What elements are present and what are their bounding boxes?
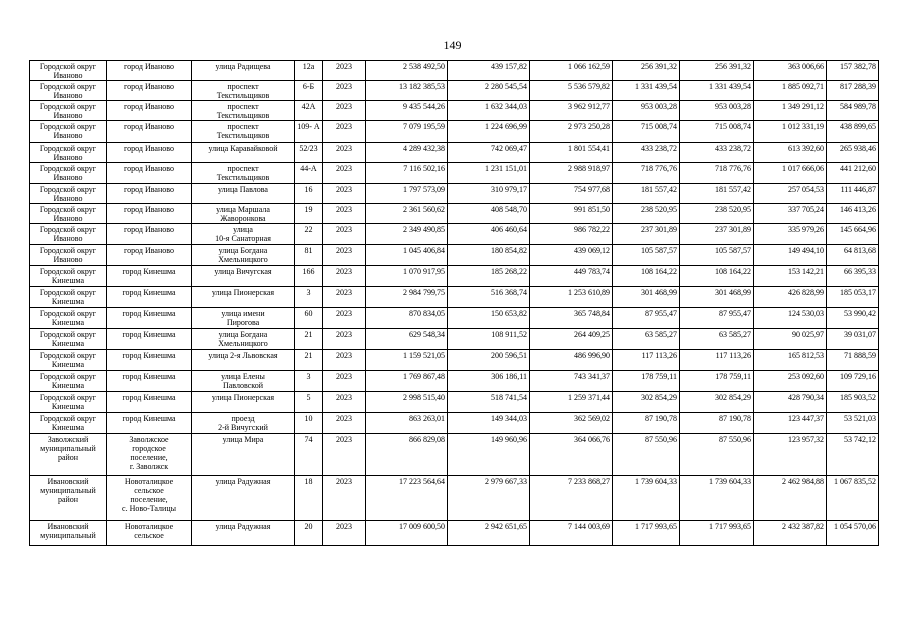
- house-number-cell: 20: [295, 521, 323, 546]
- amount-cell-4: 87 550,96: [680, 434, 754, 476]
- table-row: [30, 61, 879, 81]
- settlement-cell: Заволжское городское поселение, г. Заволжск: [107, 434, 192, 476]
- street-cell: проспект Текстильщиков: [192, 81, 295, 101]
- amount-cell-1: 742 069,47: [448, 143, 530, 163]
- municipality-cell: Городской округ Иваново: [30, 121, 107, 143]
- amount-cell-2: 7 144 003,69: [530, 521, 613, 546]
- amount-cell-5: 428 790,34: [754, 392, 827, 413]
- total-cost-cell: 2 998 515,40: [366, 392, 448, 413]
- amount-cell-6: 145 664,96: [827, 224, 879, 245]
- municipality-cell: Ивановский муниципальный: [30, 521, 107, 546]
- house-number-cell: 44-А: [295, 163, 323, 184]
- amount-cell-1: 200 596,51: [448, 350, 530, 371]
- amount-cell-1: 149 344,03: [448, 413, 530, 434]
- total-cost-cell: 1 769 867,48: [366, 371, 448, 392]
- amount-cell-6: 146 413,26: [827, 204, 879, 224]
- amount-cell-4: 63 585,27: [680, 329, 754, 350]
- amount-cell-1: 439 157,82: [448, 61, 530, 81]
- amount-cell-6: 71 888,59: [827, 350, 879, 371]
- amount-cell-1: 310 979,17: [448, 184, 530, 204]
- amount-cell-4: 302 854,29: [680, 392, 754, 413]
- house-number-cell: 74: [295, 434, 323, 476]
- municipality-cell: Городской округ Кинешма: [30, 308, 107, 329]
- year-cell: 2023: [323, 245, 366, 266]
- settlement-cell: город Иваново: [107, 143, 192, 163]
- municipality-cell: Городской округ Иваново: [30, 61, 107, 81]
- street-cell: улица Радужная: [192, 521, 295, 546]
- amount-cell-1: 516 368,74: [448, 287, 530, 308]
- municipality-cell: Городской округ Кинешма: [30, 266, 107, 287]
- settlement-cell: город Иваново: [107, 81, 192, 101]
- table-row: [30, 329, 879, 350]
- amount-cell-3: 1 717 993,65: [613, 521, 680, 546]
- amount-cell-2: 743 341,37: [530, 371, 613, 392]
- amount-cell-6: 584 989,78: [827, 101, 879, 121]
- street-cell: улица Павлова: [192, 184, 295, 204]
- amount-cell-3: 63 585,27: [613, 329, 680, 350]
- total-cost-cell: 863 263,01: [366, 413, 448, 434]
- settlement-cell: город Иваново: [107, 204, 192, 224]
- street-cell: улица Радищева: [192, 61, 295, 81]
- amount-cell-1: 406 460,64: [448, 224, 530, 245]
- house-number-cell: 6-Б: [295, 81, 323, 101]
- house-number-cell: 21: [295, 329, 323, 350]
- amount-cell-1: 185 268,22: [448, 266, 530, 287]
- amount-cell-4: 105 587,57: [680, 245, 754, 266]
- amount-cell-2: 264 409,25: [530, 329, 613, 350]
- municipality-cell: Городской округ Кинешма: [30, 329, 107, 350]
- year-cell: 2023: [323, 81, 366, 101]
- amount-cell-6: 53 521,03: [827, 413, 879, 434]
- amount-cell-2: 1 066 162,59: [530, 61, 613, 81]
- amount-cell-4: 715 008,74: [680, 121, 754, 143]
- amount-cell-5: 1 017 666,06: [754, 163, 827, 184]
- street-cell: улица Богдана Хмельницкого: [192, 329, 295, 350]
- year-cell: 2023: [323, 143, 366, 163]
- total-cost-cell: 870 834,05: [366, 308, 448, 329]
- house-number-cell: 16: [295, 184, 323, 204]
- amount-cell-6: 53 742,12: [827, 434, 879, 476]
- amount-cell-2: 5 536 579,82: [530, 81, 613, 101]
- amount-cell-6: 53 990,42: [827, 308, 879, 329]
- amount-cell-3: 301 468,99: [613, 287, 680, 308]
- amount-cell-2: 2 988 918,97: [530, 163, 613, 184]
- municipality-cell: Городской округ Кинешма: [30, 287, 107, 308]
- amount-cell-5: 123 447,37: [754, 413, 827, 434]
- total-cost-cell: 7 079 195,59: [366, 121, 448, 143]
- house-number-cell: 12а: [295, 61, 323, 81]
- amount-cell-4: 238 520,95: [680, 204, 754, 224]
- year-cell: 2023: [323, 163, 366, 184]
- amount-cell-5: 90 025,97: [754, 329, 827, 350]
- amount-cell-5: 363 006,66: [754, 61, 827, 81]
- street-cell: улица Мира: [192, 434, 295, 476]
- amount-cell-2: 754 977,68: [530, 184, 613, 204]
- amount-cell-4: 237 301,89: [680, 224, 754, 245]
- amount-cell-3: 87 550,96: [613, 434, 680, 476]
- year-cell: 2023: [323, 121, 366, 143]
- amount-cell-4: 256 391,32: [680, 61, 754, 81]
- amount-cell-2: 3 962 912,77: [530, 101, 613, 121]
- amount-cell-3: 87 190,78: [613, 413, 680, 434]
- settlement-cell: город Кинешма: [107, 413, 192, 434]
- table-row: [30, 266, 879, 287]
- house-number-cell: 166: [295, 266, 323, 287]
- amount-cell-4: 87 955,47: [680, 308, 754, 329]
- amount-cell-3: 178 759,11: [613, 371, 680, 392]
- amount-cell-4: 1 331 439,54: [680, 81, 754, 101]
- year-cell: 2023: [323, 184, 366, 204]
- amount-cell-5: 613 392,60: [754, 143, 827, 163]
- total-cost-cell: 2 361 560,62: [366, 204, 448, 224]
- table-row: [30, 204, 879, 224]
- year-cell: 2023: [323, 287, 366, 308]
- settlement-cell: город Кинешма: [107, 266, 192, 287]
- total-cost-cell: 2 538 492,50: [366, 61, 448, 81]
- year-cell: 2023: [323, 266, 366, 287]
- house-number-cell: 3: [295, 287, 323, 308]
- street-cell: проспект Текстильщиков: [192, 121, 295, 143]
- street-cell: проспект Текстильщиков: [192, 163, 295, 184]
- amount-cell-4: 178 759,11: [680, 371, 754, 392]
- settlement-cell: город Кинешма: [107, 350, 192, 371]
- table-row: [30, 245, 879, 266]
- house-number-cell: 5: [295, 392, 323, 413]
- amount-cell-2: 991 851,50: [530, 204, 613, 224]
- total-cost-cell: 17 009 600,50: [366, 521, 448, 546]
- settlement-cell: город Кинешма: [107, 371, 192, 392]
- amount-cell-2: 362 569,02: [530, 413, 613, 434]
- amount-cell-3: 237 301,89: [613, 224, 680, 245]
- settlement-cell: город Кинешма: [107, 308, 192, 329]
- amount-cell-2: 1 259 371,44: [530, 392, 613, 413]
- street-cell: улица 10-я Санаторная: [192, 224, 295, 245]
- amount-cell-5: 124 530,03: [754, 308, 827, 329]
- table-row: [30, 308, 879, 329]
- street-cell: проезд 2-й Вичугский: [192, 413, 295, 434]
- total-cost-cell: 2 349 490,85: [366, 224, 448, 245]
- amount-cell-2: 486 996,90: [530, 350, 613, 371]
- settlement-cell: город Иваново: [107, 184, 192, 204]
- amount-cell-6: 438 899,65: [827, 121, 879, 143]
- amount-cell-1: 2 280 545,54: [448, 81, 530, 101]
- street-cell: улица Елены Павловской: [192, 371, 295, 392]
- municipality-cell: Городской округ Иваново: [30, 204, 107, 224]
- amount-cell-1: 1 632 344,03: [448, 101, 530, 121]
- amount-cell-6: 185 053,17: [827, 287, 879, 308]
- table-row: [30, 121, 879, 143]
- amount-cell-2: 449 783,74: [530, 266, 613, 287]
- amount-cell-1: 408 548,70: [448, 204, 530, 224]
- amount-cell-5: 165 812,53: [754, 350, 827, 371]
- amount-cell-1: 306 186,11: [448, 371, 530, 392]
- municipality-cell: Городской округ Иваново: [30, 224, 107, 245]
- amount-cell-6: 39 031,07: [827, 329, 879, 350]
- street-cell: улица Богдана Хмельницкого: [192, 245, 295, 266]
- house-number-cell: 52/23: [295, 143, 323, 163]
- housing-repair-table: [29, 60, 879, 546]
- amount-cell-6: 265 938,46: [827, 143, 879, 163]
- year-cell: 2023: [323, 434, 366, 476]
- year-cell: 2023: [323, 329, 366, 350]
- settlement-cell: город Кинешма: [107, 287, 192, 308]
- amount-cell-2: 2 973 250,28: [530, 121, 613, 143]
- amount-cell-3: 181 557,42: [613, 184, 680, 204]
- municipality-cell: Городской округ Кинешма: [30, 392, 107, 413]
- amount-cell-3: 87 955,47: [613, 308, 680, 329]
- year-cell: 2023: [323, 392, 366, 413]
- municipality-cell: Городской округ Иваново: [30, 143, 107, 163]
- table-row: [30, 184, 879, 204]
- total-cost-cell: 866 829,08: [366, 434, 448, 476]
- amount-cell-3: 433 238,72: [613, 143, 680, 163]
- amount-cell-3: 256 391,32: [613, 61, 680, 81]
- amount-cell-3: 238 520,95: [613, 204, 680, 224]
- table-row: [30, 434, 879, 476]
- total-cost-cell: 1 797 573,09: [366, 184, 448, 204]
- settlement-cell: город Иваново: [107, 121, 192, 143]
- amount-cell-4: 87 190,78: [680, 413, 754, 434]
- amount-cell-2: 1 801 554,41: [530, 143, 613, 163]
- amount-cell-5: 253 092,60: [754, 371, 827, 392]
- total-cost-cell: 13 182 385,53: [366, 81, 448, 101]
- total-cost-cell: 7 116 502,16: [366, 163, 448, 184]
- table-row: [30, 163, 879, 184]
- table-row: [30, 350, 879, 371]
- amount-cell-1: 1 231 151,01: [448, 163, 530, 184]
- settlement-cell: город Иваново: [107, 61, 192, 81]
- table-row: [30, 81, 879, 101]
- amount-cell-3: 105 587,57: [613, 245, 680, 266]
- amount-cell-3: 108 164,22: [613, 266, 680, 287]
- amount-cell-3: 1 331 439,54: [613, 81, 680, 101]
- municipality-cell: Городской округ Кинешма: [30, 350, 107, 371]
- amount-cell-5: 426 828,99: [754, 287, 827, 308]
- amount-cell-6: 64 813,68: [827, 245, 879, 266]
- table-body: [30, 61, 879, 546]
- municipality-cell: Ивановский муниципальный район: [30, 476, 107, 521]
- municipality-cell: Городской округ Иваново: [30, 245, 107, 266]
- total-cost-cell: 1 159 521,05: [366, 350, 448, 371]
- amount-cell-6: 157 382,78: [827, 61, 879, 81]
- year-cell: 2023: [323, 61, 366, 81]
- year-cell: 2023: [323, 308, 366, 329]
- amount-cell-4: 1 739 604,33: [680, 476, 754, 521]
- amount-cell-6: 817 288,39: [827, 81, 879, 101]
- total-cost-cell: 629 548,34: [366, 329, 448, 350]
- house-number-cell: 21: [295, 350, 323, 371]
- amount-cell-6: 441 212,60: [827, 163, 879, 184]
- amount-cell-1: 150 653,82: [448, 308, 530, 329]
- street-cell: улица Пионерская: [192, 287, 295, 308]
- year-cell: 2023: [323, 413, 366, 434]
- amount-cell-1: 2 942 651,65: [448, 521, 530, 546]
- amount-cell-5: 1 885 092,71: [754, 81, 827, 101]
- amount-cell-2: 7 233 868,27: [530, 476, 613, 521]
- table-row: [30, 521, 879, 546]
- table-row: [30, 287, 879, 308]
- amount-cell-6: 66 395,33: [827, 266, 879, 287]
- amount-cell-1: 1 224 696,99: [448, 121, 530, 143]
- table-row: [30, 101, 879, 121]
- amount-cell-3: 1 739 604,33: [613, 476, 680, 521]
- house-number-cell: 109- А: [295, 121, 323, 143]
- municipality-cell: Городской округ Кинешма: [30, 413, 107, 434]
- street-cell: улица 2-я Львовская: [192, 350, 295, 371]
- municipality-cell: Городской округ Иваново: [30, 101, 107, 121]
- street-cell: улица Радужная: [192, 476, 295, 521]
- settlement-cell: город Кинешма: [107, 392, 192, 413]
- municipality-cell: Городской округ Кинешма: [30, 371, 107, 392]
- amount-cell-4: 301 468,99: [680, 287, 754, 308]
- page-number: 149: [443, 38, 462, 52]
- house-number-cell: 60: [295, 308, 323, 329]
- amount-cell-5: 123 957,32: [754, 434, 827, 476]
- amount-cell-5: 2 432 387,82: [754, 521, 827, 546]
- house-number-cell: 19: [295, 204, 323, 224]
- amount-cell-4: 181 557,42: [680, 184, 754, 204]
- amount-cell-1: 108 911,52: [448, 329, 530, 350]
- amount-cell-4: 117 113,26: [680, 350, 754, 371]
- amount-cell-5: 337 705,24: [754, 204, 827, 224]
- amount-cell-2: 1 253 610,89: [530, 287, 613, 308]
- house-number-cell: 10: [295, 413, 323, 434]
- municipality-cell: Городской округ Иваново: [30, 81, 107, 101]
- table-row: [30, 143, 879, 163]
- settlement-cell: город Иваново: [107, 224, 192, 245]
- street-cell: улица Вичугская: [192, 266, 295, 287]
- amount-cell-4: 1 717 993,65: [680, 521, 754, 546]
- house-number-cell: 18: [295, 476, 323, 521]
- street-cell: улица Маршала Жаворонкова: [192, 204, 295, 224]
- amount-cell-1: 518 741,54: [448, 392, 530, 413]
- table-row: [30, 413, 879, 434]
- street-cell: улица имени Пирогова: [192, 308, 295, 329]
- table-row: [30, 224, 879, 245]
- total-cost-cell: 4 289 432,38: [366, 143, 448, 163]
- amount-cell-4: 108 164,22: [680, 266, 754, 287]
- year-cell: 2023: [323, 101, 366, 121]
- total-cost-cell: 9 435 544,26: [366, 101, 448, 121]
- table-row: [30, 371, 879, 392]
- amount-cell-6: 1 054 570,06: [827, 521, 879, 546]
- amount-cell-6: 111 446,87: [827, 184, 879, 204]
- amount-cell-1: 149 960,96: [448, 434, 530, 476]
- amount-cell-5: 149 494,10: [754, 245, 827, 266]
- table-row: [30, 476, 879, 521]
- municipality-cell: Городской округ Иваново: [30, 184, 107, 204]
- amount-cell-3: 302 854,29: [613, 392, 680, 413]
- table-row: [30, 392, 879, 413]
- municipality-cell: Заволжский муниципальный район: [30, 434, 107, 476]
- house-number-cell: 3: [295, 371, 323, 392]
- total-cost-cell: 17 223 564,64: [366, 476, 448, 521]
- house-number-cell: 42А: [295, 101, 323, 121]
- amount-cell-4: 953 003,28: [680, 101, 754, 121]
- year-cell: 2023: [323, 371, 366, 392]
- amount-cell-2: 986 782,22: [530, 224, 613, 245]
- street-cell: улица Пионерская: [192, 392, 295, 413]
- amount-cell-5: 1 012 331,19: [754, 121, 827, 143]
- amount-cell-4: 718 776,76: [680, 163, 754, 184]
- amount-cell-2: 439 069,12: [530, 245, 613, 266]
- house-number-cell: 81: [295, 245, 323, 266]
- total-cost-cell: 2 984 799,75: [366, 287, 448, 308]
- amount-cell-5: 2 462 984,88: [754, 476, 827, 521]
- amount-cell-6: 1 067 835,52: [827, 476, 879, 521]
- amount-cell-4: 433 238,72: [680, 143, 754, 163]
- settlement-cell: город Кинешма: [107, 329, 192, 350]
- amount-cell-5: 153 142,21: [754, 266, 827, 287]
- amount-cell-3: 715 008,74: [613, 121, 680, 143]
- house-number-cell: 22: [295, 224, 323, 245]
- amount-cell-3: 117 113,26: [613, 350, 680, 371]
- year-cell: 2023: [323, 204, 366, 224]
- total-cost-cell: 1 045 406,84: [366, 245, 448, 266]
- amount-cell-3: 953 003,28: [613, 101, 680, 121]
- amount-cell-5: 257 054,53: [754, 184, 827, 204]
- settlement-cell: город Иваново: [107, 163, 192, 184]
- amount-cell-2: 365 748,84: [530, 308, 613, 329]
- settlement-cell: город Иваново: [107, 101, 192, 121]
- year-cell: 2023: [323, 350, 366, 371]
- settlement-cell: Новоталицкое сельское: [107, 521, 192, 546]
- year-cell: 2023: [323, 476, 366, 521]
- total-cost-cell: 1 070 917,95: [366, 266, 448, 287]
- year-cell: 2023: [323, 521, 366, 546]
- amount-cell-3: 718 776,76: [613, 163, 680, 184]
- street-cell: проспект Текстильщиков: [192, 101, 295, 121]
- municipality-cell: Городской округ Иваново: [30, 163, 107, 184]
- settlement-cell: город Иваново: [107, 245, 192, 266]
- amount-cell-5: 1 349 291,12: [754, 101, 827, 121]
- amount-cell-6: 109 729,16: [827, 371, 879, 392]
- amount-cell-2: 364 066,76: [530, 434, 613, 476]
- amount-cell-6: 185 903,52: [827, 392, 879, 413]
- amount-cell-1: 180 854,82: [448, 245, 530, 266]
- settlement-cell: Новоталицкое сельское поселение, с. Ново-Талицы: [107, 476, 192, 521]
- amount-cell-1: 2 979 667,33: [448, 476, 530, 521]
- year-cell: 2023: [323, 224, 366, 245]
- street-cell: улица Каравайковой: [192, 143, 295, 163]
- amount-cell-5: 335 979,26: [754, 224, 827, 245]
